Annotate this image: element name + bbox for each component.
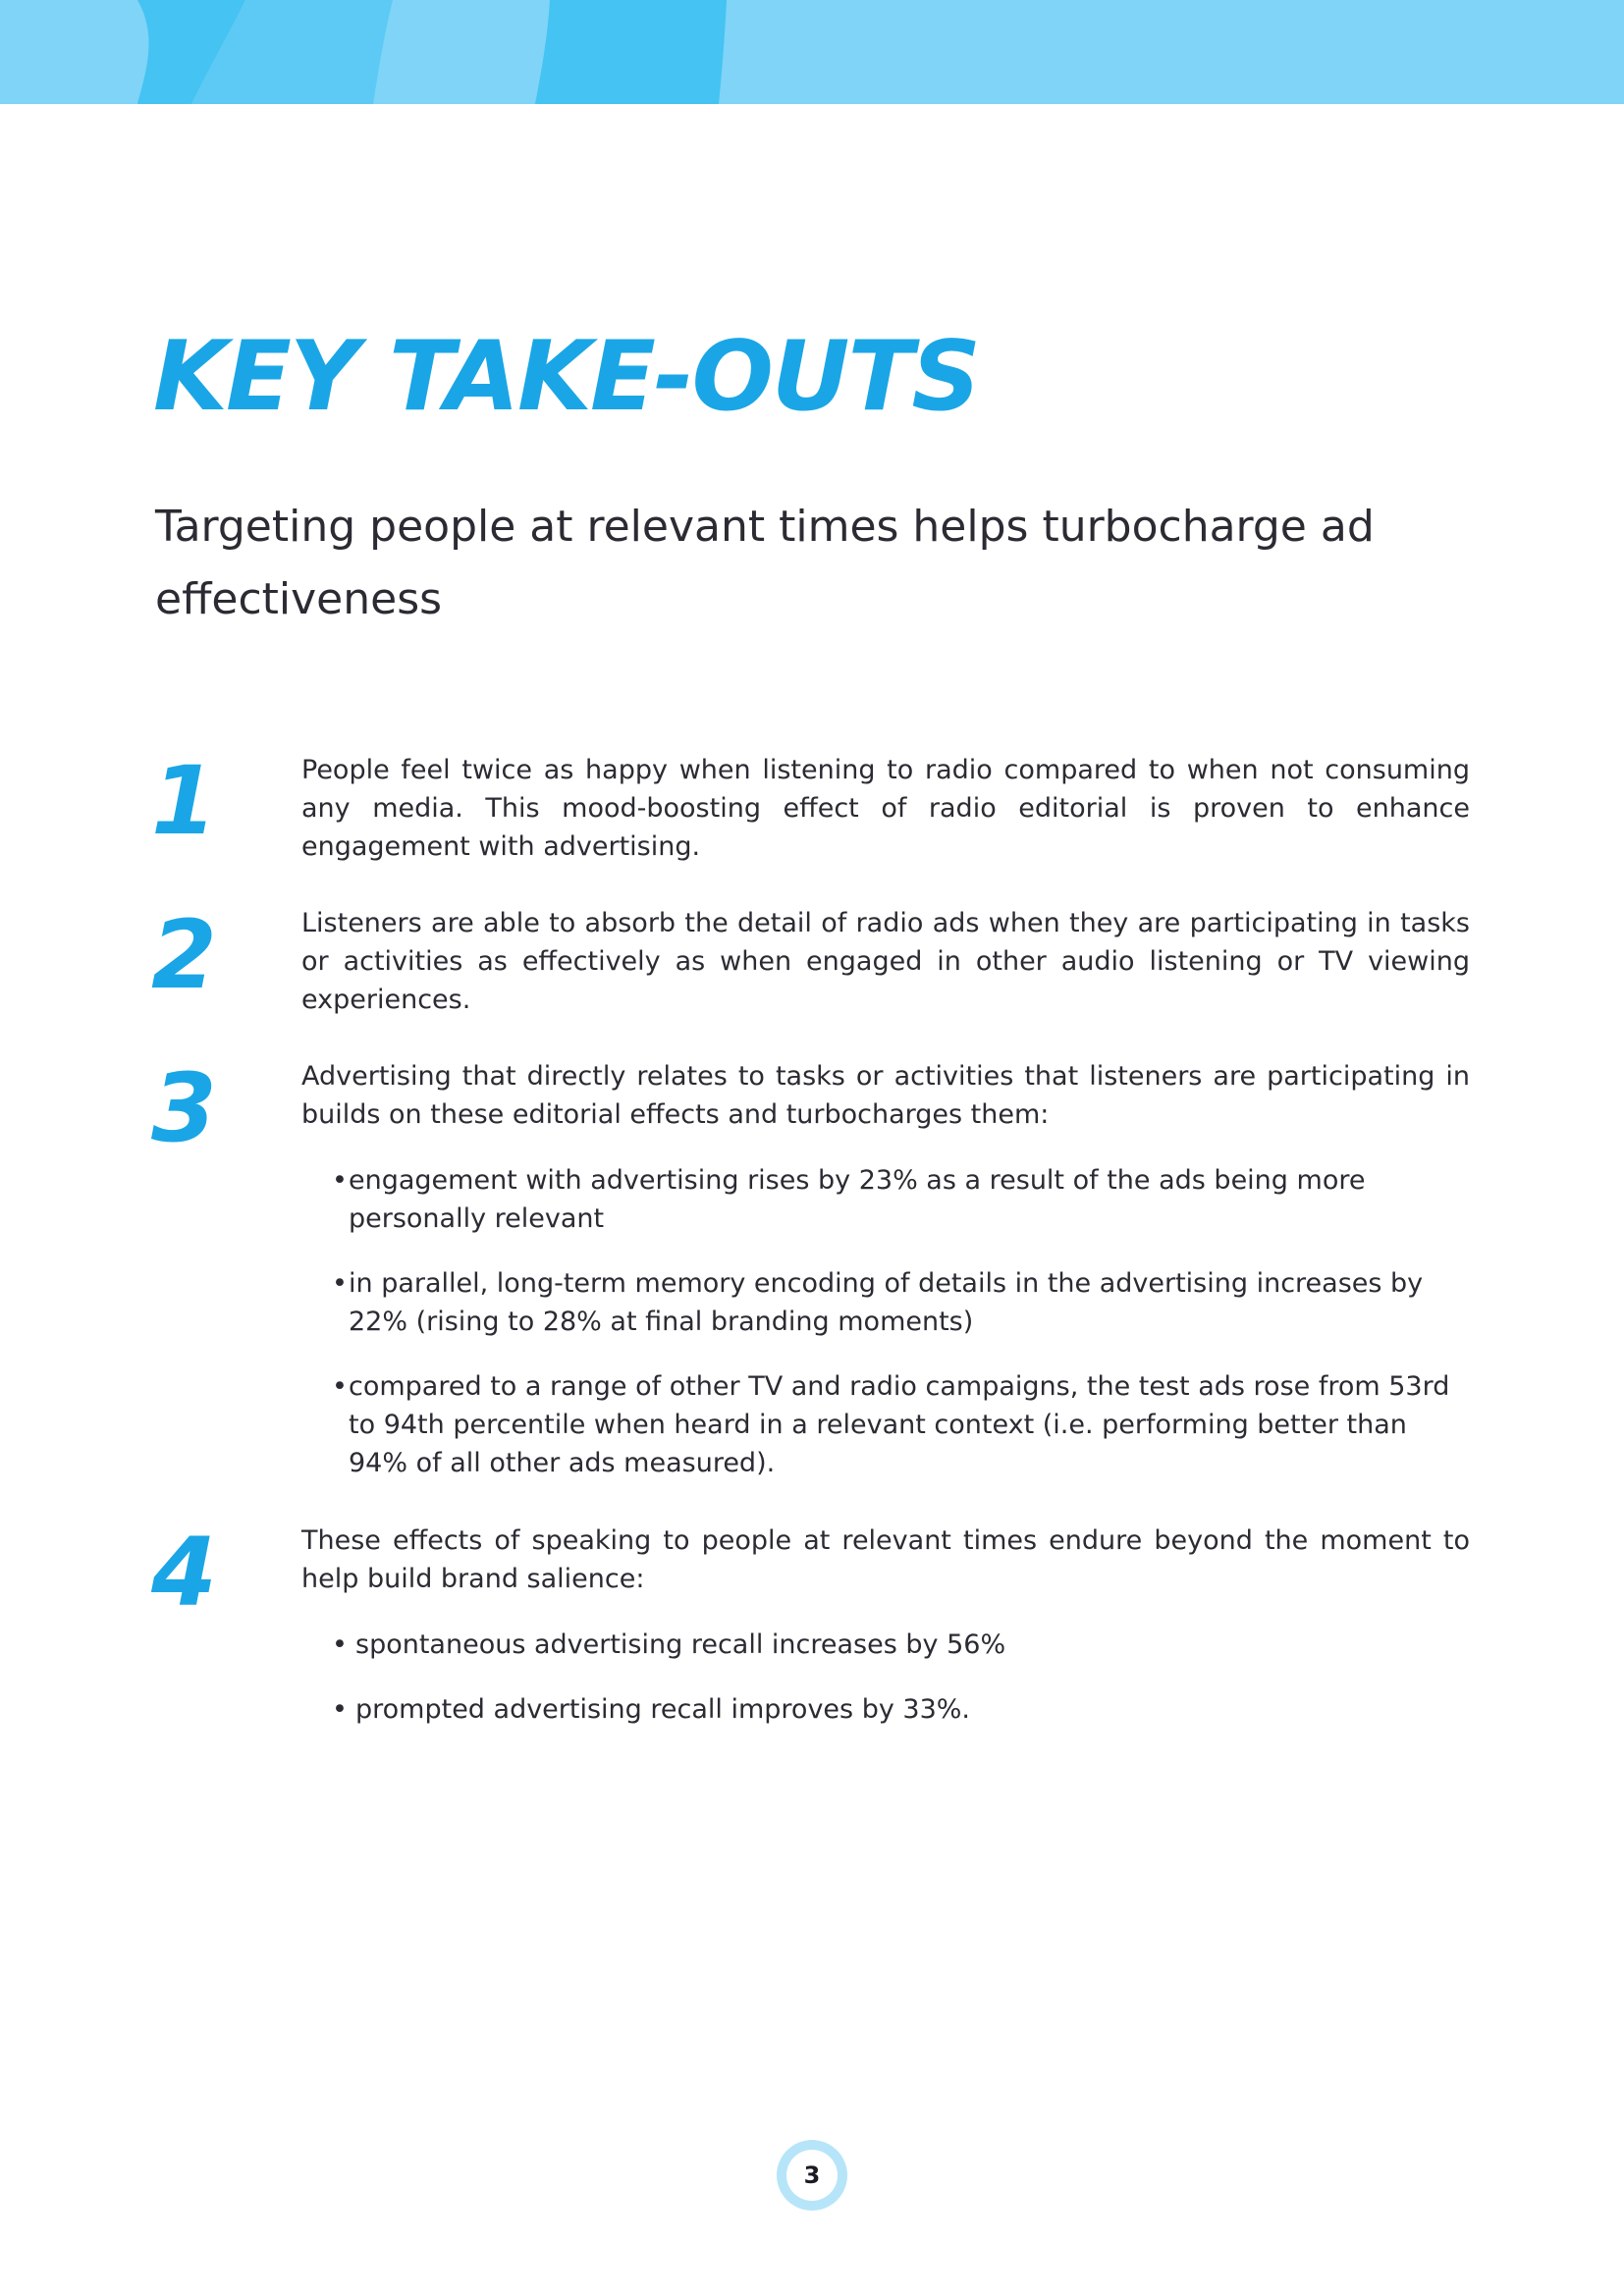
takeaway-number: 3 xyxy=(151,1053,217,1163)
list-item xyxy=(332,1161,1471,1238)
list-item xyxy=(332,1264,1471,1341)
bullet-text: spontaneous advertising recall increases by 56% xyxy=(355,1629,1006,1660)
page-title: KEY TAKE-OUTS xyxy=(153,321,979,433)
list-item xyxy=(332,1690,1471,1729)
takeaway-number: 4 xyxy=(151,1518,217,1628)
page-subtitle: Targeting people at relevant times helps turbocharge ad effectiveness xyxy=(155,502,1375,624)
takeaway-number: 1 xyxy=(151,746,217,856)
page-number-badge xyxy=(777,2140,847,2211)
takeaway-text: Listeners are able to absorb the detail of radio ads when they are participating in tasks or activities as effectively as when engaged in other audio listening or TV viewing experiences. xyxy=(301,908,1470,1015)
bullet-text: engagement with advertising rises by 23% as a result of the ads being more personally relevant xyxy=(349,1165,1366,1234)
bullet-dot: • xyxy=(332,1694,348,1725)
top-banner xyxy=(0,0,1624,104)
takeaway-text: Advertising that directly relates to tasks or activities that listeners are participating in builds on these editorial effects and turbocharges them: xyxy=(301,1061,1470,1130)
list-item xyxy=(332,1367,1471,1482)
page-number: 3 xyxy=(786,2150,838,2201)
bullet-dot: • xyxy=(332,1371,348,1402)
bullet-dot: • xyxy=(332,1629,348,1660)
bullet-dot: • xyxy=(332,1268,348,1299)
bullet-text: in parallel, long-term memory encoding of details in the advertising increases by 22% (rising to 28% at final branding moments) xyxy=(349,1268,1424,1337)
bullet-dot: • xyxy=(332,1165,348,1196)
bullet-text: prompted advertising recall improves by 33%. xyxy=(355,1694,970,1725)
takeaway-text: People feel twice as happy when listening to radio compared to when not consuming any media. This mood-boosting effect of radio editorial is proven to enhance engagement with advertising. xyxy=(301,755,1470,862)
takeaway-text: These effects of speaking to people at relevant times endure beyond the moment to help build brand salience: xyxy=(301,1525,1470,1594)
list-item xyxy=(332,1626,1471,1664)
banner-wave-graphic xyxy=(0,0,1624,104)
takeaway-number: 2 xyxy=(151,900,217,1010)
bullet-text: compared to a range of other TV and radio campaigns, the test ads rose from 53rd to 94th percentile when heard in a relevant context (i.e. performing better than 94% of all other ads measured). xyxy=(349,1371,1450,1478)
